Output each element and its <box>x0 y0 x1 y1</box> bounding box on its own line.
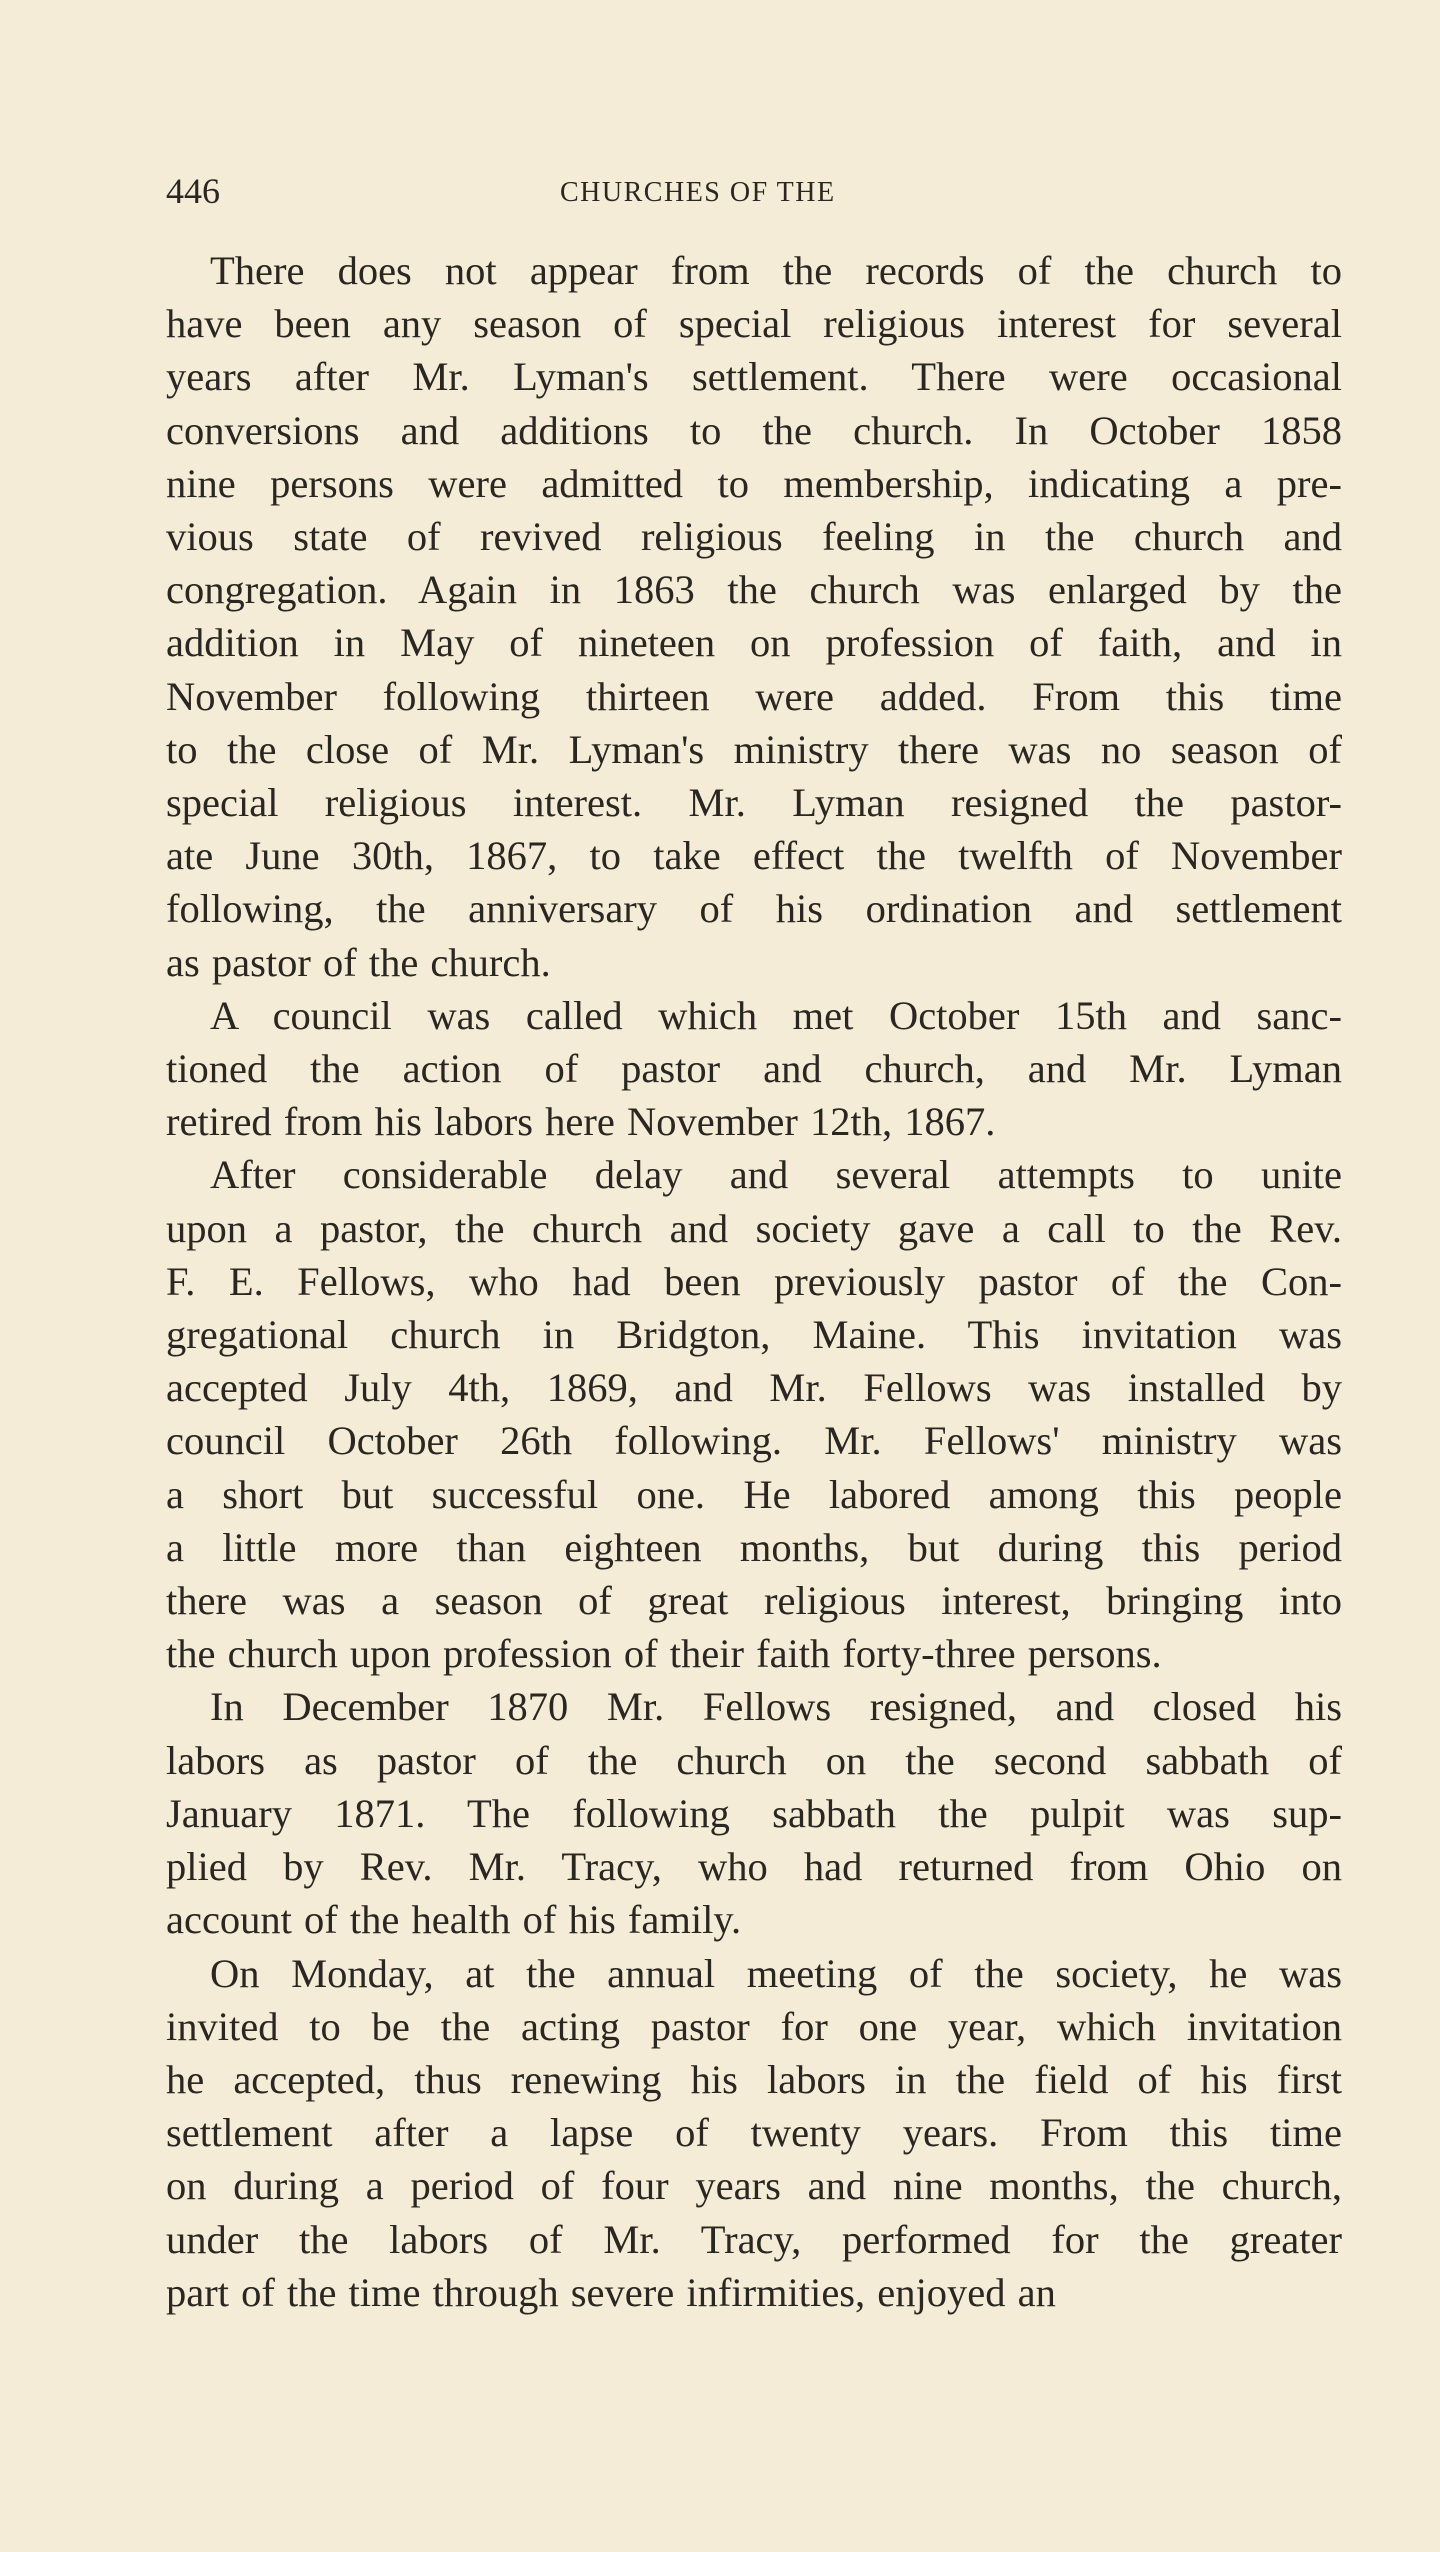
text-line: as pastor of the church. <box>166 939 551 985</box>
text-line: retired from his labors here November 12th, 1867. <box>166 1099 996 1145</box>
text-line: invited to be the acting pastor for one year, which invitation <box>166 2003 1342 2049</box>
text-line: have been any season of special religious interest for several <box>166 301 1342 347</box>
text-line: plied by Rev. Mr. Tracy, who had returned from Ohio on <box>166 1844 1342 1890</box>
text-line: upon a pastor, the church and society gave a call to the Rev. <box>166 1205 1342 1251</box>
text-line: part of the time through severe infirmities, enjoyed an <box>166 2269 1056 2315</box>
text-line: congregation. Again in 1863 the church was enlarged by the <box>166 567 1342 613</box>
text-line: a little more than eighteen months, but during this period <box>166 1524 1342 1570</box>
text-line: A council was called which met October 15th and sanc- <box>210 992 1342 1038</box>
text-line: vious state of revived religious feeling in the church and <box>166 514 1342 560</box>
body-text <box>166 244 1342 2319</box>
text-line: In December 1870 Mr. Fellows resigned, and closed his <box>210 1684 1342 1730</box>
paragraph <box>166 1148 1342 1680</box>
running-title: CHURCHES OF THE <box>560 177 836 208</box>
text-line: on during a period of four years and nine months, the church, <box>166 2163 1342 2209</box>
text-line: addition in May of nineteen on profession of faith, and in <box>166 620 1342 666</box>
text-line: January 1871. The following sabbath the pulpit was sup- <box>166 1790 1342 1836</box>
paragraph <box>166 1680 1342 1946</box>
text-line: November following thirteen were added. From this time <box>166 673 1342 719</box>
text-line: tioned the action of pastor and church, and Mr. Lyman <box>166 1046 1342 1092</box>
text-line: conversions and additions to the church. In October 1858 <box>166 407 1342 453</box>
text-line: to the close of Mr. Lyman's ministry there was no season of <box>166 726 1342 772</box>
text-line: On Monday, at the annual meeting of the society, he was <box>210 1950 1342 1996</box>
text-line: After considerable delay and several attempts to unite <box>210 1152 1342 1198</box>
text-line: the church upon profession of their faith forty-three persons. <box>166 1631 1162 1677</box>
text-line: account of the health of his family. <box>166 1897 742 1943</box>
running-head <box>166 166 1342 216</box>
text-line: gregational church in Bridgton, Maine. This invitation was <box>166 1312 1342 1358</box>
text-line: there was a season of great religious interest, bringing into <box>166 1578 1342 1624</box>
text-line: years after Mr. Lyman's settlement. There were occasional <box>166 354 1342 400</box>
text-line: settlement after a lapse of twenty years. From this time <box>166 2110 1342 2156</box>
text-line: he accepted, thus renewing his labors in the field of his first <box>166 2056 1342 2102</box>
text-line: F. E. Fellows, who had been previously pastor of the Con- <box>166 1258 1342 1304</box>
text-line: a short but successful one. He labored among this people <box>166 1471 1342 1517</box>
paragraph <box>166 1947 1342 2319</box>
page-number: 446 <box>166 171 220 211</box>
paragraph <box>166 244 1342 989</box>
text-line: labors as pastor of the church on the second sabbath of <box>166 1737 1342 1783</box>
text-line: ate June 30th, 1867, to take effect the twelfth of November <box>166 833 1342 879</box>
text-line: nine persons were admitted to membership, indicating a pre- <box>166 460 1342 506</box>
text-line: There does not appear from the records of the church to <box>210 248 1342 293</box>
paragraph <box>166 989 1342 1149</box>
text-line: accepted July 4th, 1869, and Mr. Fellows was installed by <box>166 1365 1342 1411</box>
text-line: special religious interest. Mr. Lyman resigned the pastor- <box>166 780 1342 826</box>
text-line: council October 26th following. Mr. Fellows' ministry was <box>166 1418 1342 1464</box>
text-line: following, the anniversary of his ordination and settlement <box>166 886 1342 932</box>
text-line: under the labors of Mr. Tracy, performed for the greater <box>166 2216 1342 2262</box>
